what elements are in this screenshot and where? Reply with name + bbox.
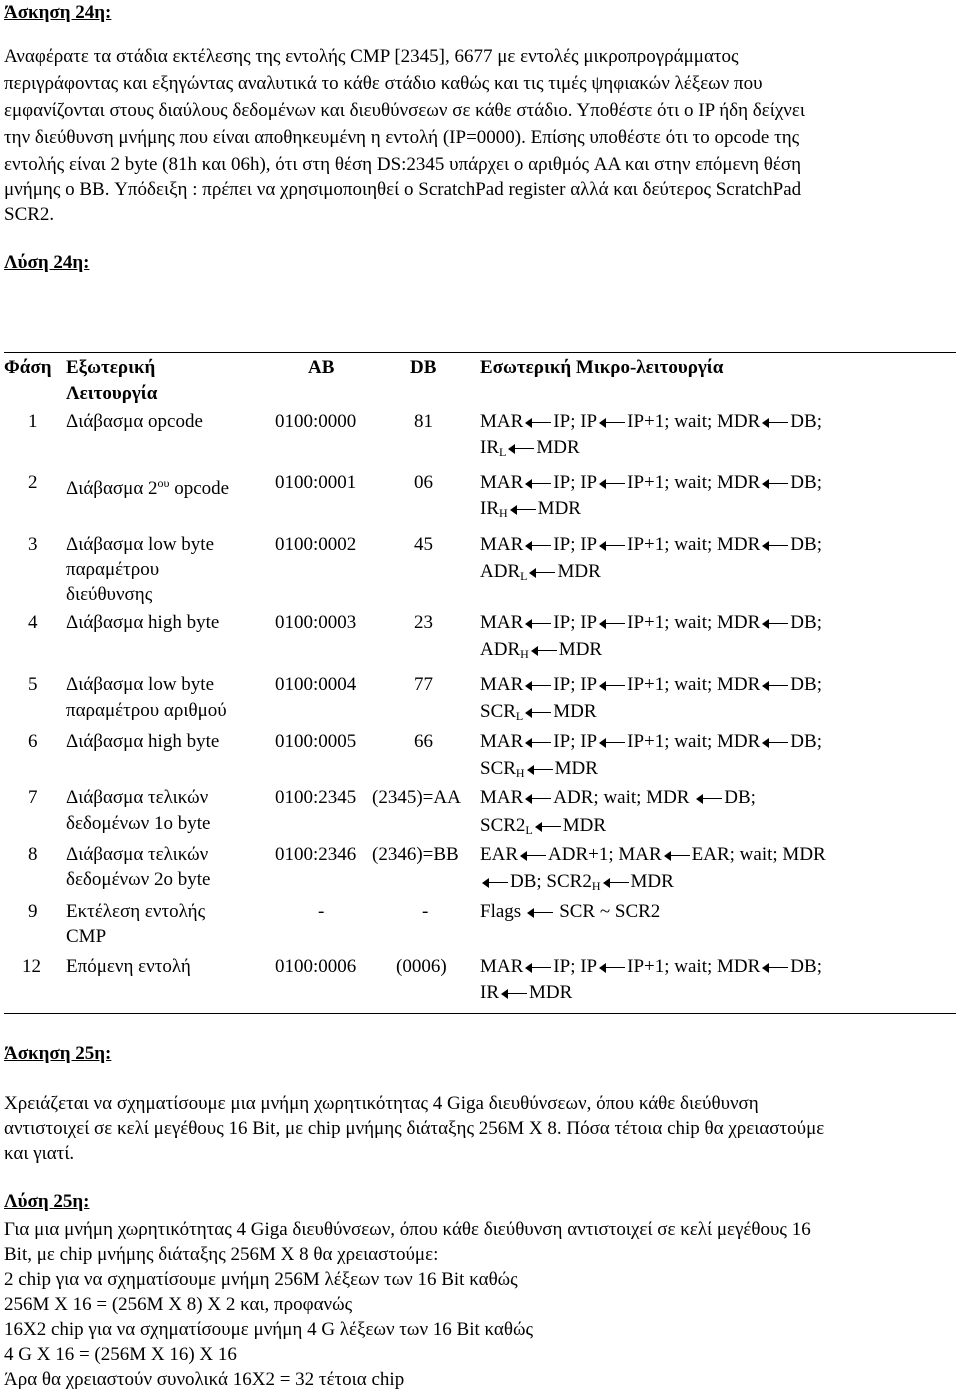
micro-text: MDR [557,561,601,582]
left-arrow-icon [696,794,722,804]
left-arrow-icon [664,851,690,861]
text-line: 256M X 16 = (256M X 8) X 2 και, προφανώς [4,1294,353,1315]
header-internal: Εσωτερική Μικρο-λειτουργία [480,357,724,378]
micro-text: MDR [529,982,573,1003]
phase-cell: 4 [28,612,38,633]
left-arrow-icon [603,878,629,888]
operation-cell: Εκτέλεση εντολής [66,901,206,922]
micro-text: MAR [480,731,524,752]
operation-cell: διεύθυνσης [66,584,153,605]
micro-text: MAR [480,411,524,432]
left-arrow-icon [599,681,625,691]
text-line: 16X2 chip για να σχηματίσουμε μνήμη 4 G λέξεων των 16 Bit καθώς [4,1319,534,1340]
left-arrow-icon [599,619,625,629]
micro-text: ADR+1; MAR [548,844,662,865]
left-arrow-icon [529,568,555,578]
register-sub: H [515,766,525,780]
register: SCR2 [480,815,526,836]
micro-op-cell [480,729,822,755]
micro-text: DB; [790,534,822,555]
left-arrow-icon [599,418,625,428]
text-line: 4 G X 16 = (256M X 16) X 16 [4,1344,237,1365]
phase-cell: 2 [28,472,38,493]
register-sub: L [515,709,524,723]
phase-cell: 5 [28,674,38,695]
micro-text: IP; IP [553,612,598,633]
micro-op-cell [480,532,822,558]
micro-op-cell [480,954,822,980]
phase-cell: 3 [28,534,38,555]
operation-cell: Διάβασμα low byte [66,534,215,555]
register: ADR [480,639,521,660]
ab-cell: 0100:0004 [275,674,357,695]
micro-text: IP+1; wait; MDR [627,956,761,977]
operation-cell: Διάβασμα low byte [66,674,215,695]
left-arrow-icon [762,619,788,629]
phase-cell: 1 [28,411,38,432]
left-arrow-icon [762,541,788,551]
micro-text: DB; [790,956,822,977]
register: IR [480,982,499,1003]
operation-cell: Διάβασμα τελικών [66,787,209,808]
micro-op-cell-2 [480,813,606,843]
left-arrow-icon [599,738,625,748]
register-sub: H [520,647,529,661]
operation-cell: Διάβασμα opcode [66,411,203,432]
micro-text: IP+1; wait; MDR [627,534,761,555]
ab-cell: 0100:0005 [275,731,357,752]
header-external: Εξωτερική [66,357,156,378]
text-line: 2 chip για να σχηματίσουμε μνήμη 256M λέξεων των 16 Bit καθώς [4,1269,518,1290]
ab-cell: 0100:0000 [275,411,357,432]
operation-cell: Διάβασμα τελικών [66,844,209,865]
exercise-25-title: Άσκηση 25η: [4,1043,112,1064]
db-cell: - [422,901,429,922]
micro-text: DB; [790,674,822,695]
header-phase: Φάση [4,357,52,378]
micro-text: MDR [553,701,597,722]
left-arrow-icon [525,738,551,748]
header-ab: AB [308,357,335,378]
micro-text: DB; [790,411,822,432]
ab-cell: - [318,901,325,922]
left-arrow-icon [525,619,551,629]
micro-text: DB; SCR2 [510,871,592,892]
micro-op-cell-2 [480,637,602,667]
db-cell: 81 [414,411,433,432]
micro-text: MDR [537,498,581,519]
left-arrow-icon [525,541,551,551]
micro-op-cell [480,470,822,496]
text-line: Άρα θα χρειαστούν συνολικά 16X2 = 32 τέτοια chip [4,1369,405,1390]
register-sub: H [499,506,508,520]
text-line: Χρειάζεται να σχηματίσουμε μια μνήμη χωρητικότητας 4 Giga διευθύνσεων, όπου κάθε διεύθυνση [4,1093,759,1114]
db-cell: 77 [414,674,433,695]
ab-cell: 0100:0003 [275,612,357,633]
register-sub: L [499,445,507,459]
micro-text: IP; IP [553,731,598,752]
db-cell: 06 [414,472,433,493]
left-arrow-icon [762,418,788,428]
db-cell: 45 [414,534,433,555]
micro-text: DB; [724,787,756,808]
micro-op-cell-2 [480,559,601,589]
left-arrow-icon [525,794,551,804]
table-bottom-border [4,1013,956,1014]
phase-cell: 8 [28,844,38,865]
text-line: μνήμης ο BB. Υπόδειξη : πρέπει να χρησιμοποιηθεί ο ScratchPad register αλλά και δεύτερος ScratchPad [4,179,802,200]
text-line: την διεύθυνση μνήμης που είναι αποθηκευμένη η εντολή (IP=0000). Επίσης υποθέστε ότι το opcode της [4,127,800,148]
operation-cell: Διάβασμα high byte [66,731,220,752]
operation-text: Διάβασμα 2 [66,478,158,499]
micro-text: EAR [480,844,518,865]
db-cell: (2345)=AA [372,787,461,808]
micro-op-cell [480,672,822,698]
micro-text: IP; IP [553,534,598,555]
ab-cell: 0100:2345 [275,787,357,808]
phase-cell: 12 [22,956,41,977]
text-line: αντιστοιχεί σε κελί μεγέθους 16 Bit, με chip μνήμης διάταξης 256M X 8. Πόσα τέτοια chip θα χρειαστούμε [4,1118,825,1139]
left-arrow-icon [599,541,625,551]
micro-text: IP+1; wait; MDR [627,674,761,695]
micro-text: IP; IP [553,411,598,432]
operation-cell: δεδομένων 1ο byte [66,813,211,834]
table-top-border [4,352,956,353]
micro-text: MAR [480,534,524,555]
micro-text: IP; IP [553,472,598,493]
micro-text: DB; [790,472,822,493]
micro-text: ADR; wait; MDR [553,787,695,808]
register: ADR [480,561,521,582]
micro-text: MAR [480,612,524,633]
solution-25-title: Λύση 25η: [4,1191,90,1212]
micro-op-cell [480,785,756,811]
left-arrow-icon [527,908,553,918]
left-arrow-icon [762,479,788,489]
left-arrow-icon [482,878,508,888]
header-db: DB [410,357,437,378]
register: IR [480,437,499,458]
micro-op-cell [480,610,822,636]
micro-text: IP+1; wait; MDR [627,612,761,633]
micro-text: IP+1; wait; MDR [627,472,761,493]
ab-cell: 0100:2346 [275,844,357,865]
operation-text: opcode [169,478,230,499]
register: SCR [480,758,516,779]
text-line: εμφανίζονται στους διαύλους δεδομένων και διευθύνσεων σε κάθε στάδιο. Υποθέστε ότι ο IP ήδη δείχνει [4,100,805,121]
micro-op-cell-2 [480,699,597,729]
micro-text: MAR [480,674,524,695]
ab-cell: 0100:0006 [275,956,357,977]
micro-op-cell-2 [480,869,674,899]
micro-text: DB; [790,612,822,633]
micro-text: IP; IP [553,956,598,977]
micro-op-cell [480,899,660,925]
phase-cell: 6 [28,731,38,752]
micro-text: IP+1; wait; MDR [627,731,761,752]
left-arrow-icon [525,418,551,428]
left-arrow-icon [531,646,557,656]
text-line: περιγράφοντας και εξηγώντας αναλυτικά το κάθε στάδιο καθώς και τις τιμές ψηφιακών λέξεων που [4,73,763,94]
micro-op-cell-2 [480,980,572,1006]
phase-cell: 9 [28,901,38,922]
left-arrow-icon [599,963,625,973]
db-cell: (2346)=BB [372,844,459,865]
micro-text: IP; IP [553,674,598,695]
left-arrow-icon [510,505,536,515]
db-cell: 66 [414,731,433,752]
micro-text: Flags [480,901,522,922]
register: IR [480,498,499,519]
ab-cell: 0100:0001 [275,472,357,493]
register: SCR [480,701,516,722]
micro-text: DB; [790,731,822,752]
left-arrow-icon [762,963,788,973]
operation-cell: Επόμενη εντολή [66,956,191,977]
left-arrow-icon [501,989,527,999]
left-arrow-icon [525,681,551,691]
micro-text: EAR; wait; MDR [691,844,826,865]
text-line: και γιατί. [4,1143,75,1164]
ab-cell: 0100:0002 [275,534,357,555]
micro-op-cell-2 [480,496,581,526]
left-arrow-icon [520,851,546,861]
micro-text: MAR [480,472,524,493]
operation-cell: δεδομένων 2ο byte [66,869,211,890]
micro-text: MAR [480,956,524,977]
operation-cell: παραμέτρου αριθμού [66,700,227,721]
left-arrow-icon [535,822,561,832]
micro-text: SCR ~ SCR2 [559,901,661,922]
left-arrow-icon [525,963,551,973]
left-arrow-icon [525,708,551,718]
micro-text: IP+1; wait; MDR [627,411,761,432]
text-line: Για μια μνήμη χωρητικότητας 4 Giga διευθύνσεων, όπου κάθε διεύθυνση αντιστοιχεί σε κελί μεγέθους 16 [4,1219,811,1240]
operation-cell: παραμέτρου [66,559,160,580]
text-line: εντολής είναι 2 byte (81h και 06h), ότι στη θέση DS:2345 υπάρχει ο αριθμός AA και στην επόμενη θέση [4,154,802,175]
left-arrow-icon [525,479,551,489]
register-sub: L [525,823,533,837]
micro-text: MAR [480,787,524,808]
operation-cell: Διάβασμα high byte [66,612,220,633]
micro-text: MDR [554,758,598,779]
micro-op-cell-2 [480,756,598,786]
header-external-2: Λειτουργία [66,383,158,404]
ordinal-sup: ου [157,476,170,490]
left-arrow-icon [762,681,788,691]
left-arrow-icon [508,444,534,454]
operation-cell [66,470,229,502]
phase-cell: 7 [28,787,38,808]
micro-op-cell [480,842,826,868]
micro-op-cell-2 [480,435,580,465]
register-sub: H [591,879,601,893]
db-cell: 23 [414,612,433,633]
micro-text: MDR [630,871,674,892]
text-line: Bit, με chip μνήμης διάταξης 256M X 8 θα χρειαστούμε: [4,1244,439,1265]
solution-24-title: Λύση 24η: [4,252,90,273]
exercise-24-title: Άσκηση 24η: [4,2,112,23]
left-arrow-icon [527,765,553,775]
text-line: SCR2. [4,204,55,225]
db-cell: (0006) [396,956,447,977]
text-line: Αναφέρατε τα στάδια εκτέλεσης της εντολής CMP [2345], 6677 με εντολές μικροπρογράμματος [4,46,739,67]
operation-cell: CMP [66,926,107,947]
register-sub: L [520,569,528,583]
left-arrow-icon [599,479,625,489]
micro-text: MDR [562,815,607,836]
micro-op-cell [480,409,822,435]
micro-text: MDR [558,639,603,660]
left-arrow-icon [762,738,788,748]
micro-text: MDR [536,437,580,458]
